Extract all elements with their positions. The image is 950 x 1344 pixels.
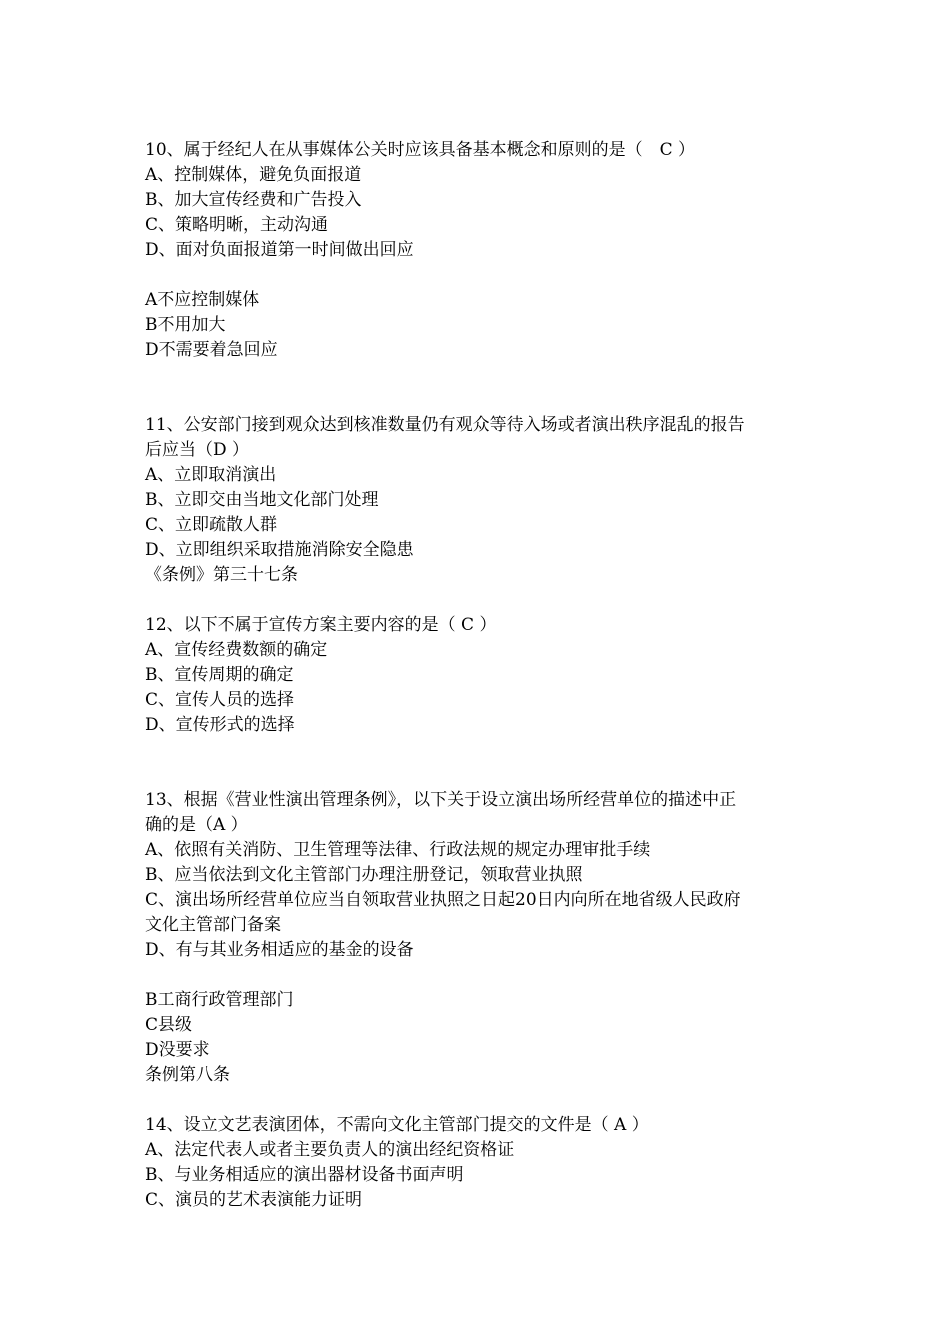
question-13-option-c: C、演出场所经营单位应当自领取营业执照之日起20日内向所在地省级人民政府 bbox=[145, 890, 741, 910]
question-13-note-d: D没要求 bbox=[145, 1040, 210, 1060]
document-body bbox=[145, 138, 825, 1213]
question-14-option-a: A、法定代表人或者主要负责人的演出经纪资格证 bbox=[145, 1140, 515, 1160]
question-11-option-c: C、立即疏散人群 bbox=[145, 515, 278, 535]
question-13-option-b: B、应当依法到文化主管部门办理注册登记，领取营业执照 bbox=[145, 865, 583, 885]
question-10-option-d: D、面对负面报道第一时间做出回应 bbox=[145, 240, 414, 260]
spacer bbox=[145, 1088, 825, 1113]
question-13-note-b: B工商行政管理部门 bbox=[145, 990, 294, 1010]
question-13-option-a: A、依照有关消防、卫生管理等法律、行政法规的规定办理审批手续 bbox=[145, 840, 651, 860]
question-12-text: 12、以下不属于宣传方案主要内容的是（ C ） bbox=[145, 615, 497, 635]
question-10-option-b: B、加大宣传经费和广告投入 bbox=[145, 190, 362, 210]
question-11-note: 《条例》第三十七条 bbox=[145, 565, 298, 585]
question-14-text: 14、设立文艺表演团体，不需向文化主管部门提交的文件是（ A ） bbox=[145, 1115, 649, 1135]
question-11-text-line-1: 11、公安部门接到观众达到核准数量仍有观众等待入场或者演出秩序混乱的报告 bbox=[145, 415, 745, 435]
question-14-option-b: B、与业务相适应的演出器材设备书面声明 bbox=[145, 1165, 464, 1185]
question-10-option-c: C、策略明晰，主动沟通 bbox=[145, 215, 329, 235]
spacer bbox=[145, 363, 825, 413]
question-10-note-a: A不应控制媒体 bbox=[145, 290, 260, 310]
question-13-note-c: C县级 bbox=[145, 1015, 193, 1035]
question-12-option-d: D、宣传形式的选择 bbox=[145, 715, 295, 735]
question-11-option-a: A、立即取消演出 bbox=[145, 465, 277, 485]
question-10-option-a: A、控制媒体，避免负面报道 bbox=[145, 165, 362, 185]
spacer bbox=[145, 263, 825, 288]
question-11-option-b: B、立即交由当地文化部门处理 bbox=[145, 490, 379, 510]
question-12-option-a: A、宣传经费数额的确定 bbox=[145, 640, 328, 660]
question-11-text-line-2: 后应当（D ） bbox=[145, 440, 250, 460]
question-10-text: 10、属于经纪人在从事媒体公关时应该具备基本概念和原则的是（ C ） bbox=[145, 140, 696, 160]
question-13-option-d: D、有与其业务相适应的基金的设备 bbox=[145, 940, 414, 960]
question-13-text-line-2: 确的是（A ） bbox=[145, 815, 248, 835]
spacer bbox=[145, 738, 825, 788]
question-14-option-c: C、演员的艺术表演能力证明 bbox=[145, 1190, 363, 1210]
question-12-option-b: B、宣传周期的确定 bbox=[145, 665, 294, 685]
question-12-option-c: C、宣传人员的选择 bbox=[145, 690, 295, 710]
spacer bbox=[145, 963, 825, 988]
question-13-note-reference: 条例第八条 bbox=[145, 1065, 230, 1085]
question-13-text-line-1: 13、根据《营业性演出管理条例》，以下关于设立演出场所经营单位的描述中正 bbox=[145, 790, 737, 810]
question-10-note-d: D不需要着急回应 bbox=[145, 340, 278, 360]
question-13-option-c-continued: 文化主管部门备案 bbox=[145, 915, 281, 935]
question-11-option-d: D、立即组织采取措施消除安全隐患 bbox=[145, 540, 414, 560]
spacer bbox=[145, 588, 825, 613]
question-10-note-b: B不用加大 bbox=[145, 315, 226, 335]
